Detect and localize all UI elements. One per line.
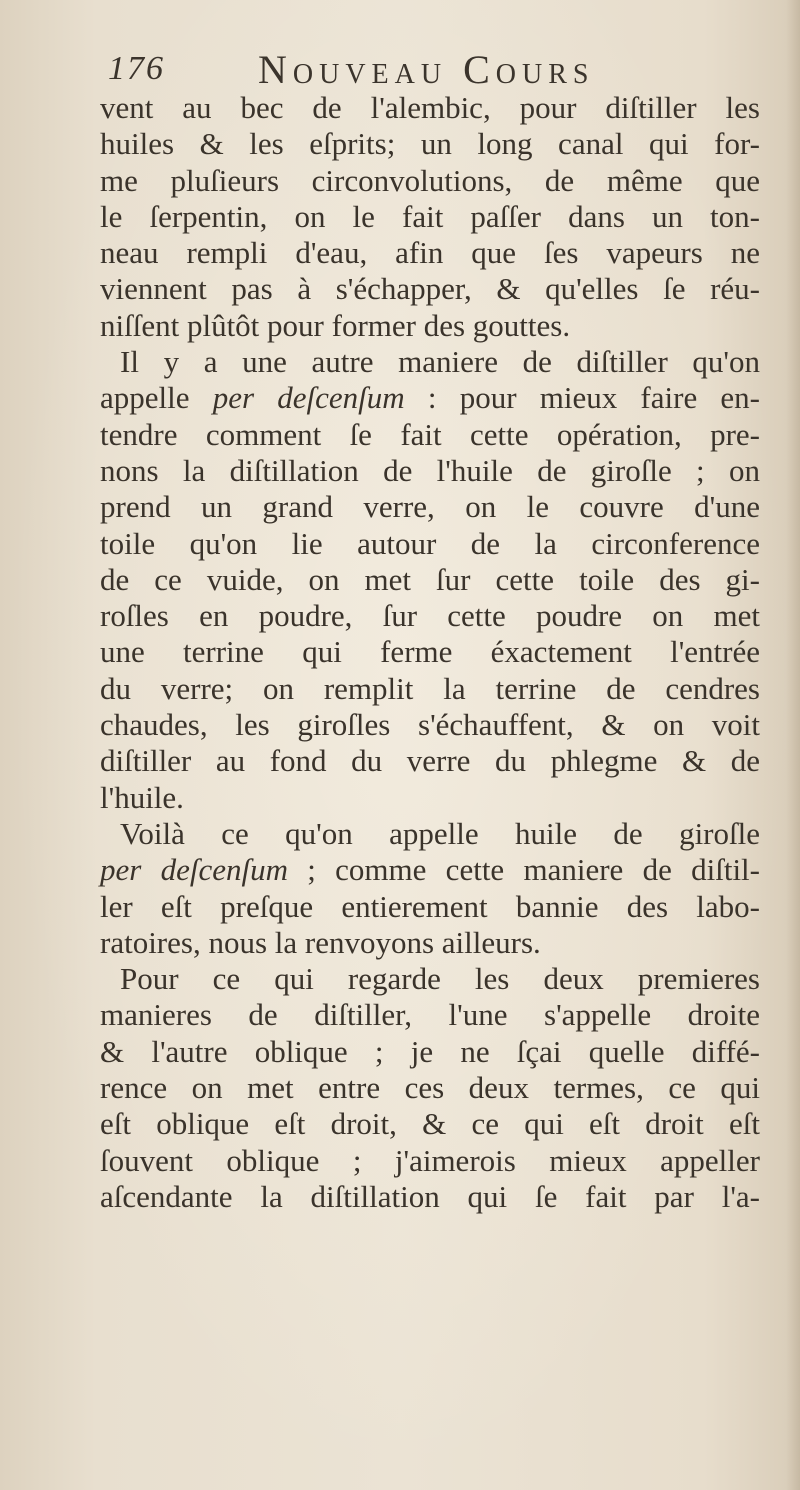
page-header xyxy=(108,46,728,96)
page-edge-shadow xyxy=(786,0,800,1490)
text-line: Voilà ce qu'on appelle huile de giroſle xyxy=(120,815,760,851)
text-line: du verre; on remplit la terrine de cendres xyxy=(100,670,760,706)
text-line: le ſerpentin, on le fait paſſer dans un ton- xyxy=(100,198,760,234)
text-segment: ; comme cette maniere de diſtil- xyxy=(288,852,760,888)
text-line: manieres de diſtiller, l'une s'appelle droite xyxy=(100,997,760,1033)
text-line: ler eſt preſque entierement bannie des labo- xyxy=(100,888,760,924)
text-segment: appelle xyxy=(100,380,213,416)
text-line: de ce vuide, on met ſur cette toile des gi- xyxy=(100,561,760,597)
text-line: toile qu'on lie autour de la circonference xyxy=(100,525,760,561)
text-line: ſouvent oblique ; j'aimerois mieux appeller xyxy=(100,1142,760,1178)
text-line xyxy=(100,380,760,416)
text-line: Pour ce qui regarde les deux premieres xyxy=(120,961,760,997)
text-line: me pluſieurs circonvolutions, de même que xyxy=(100,162,760,198)
text-line: chaudes, les giroſles s'échauffent, & on voit xyxy=(100,707,760,743)
text-line: viennent pas à s'échapper, & qu'elles ſe réu- xyxy=(100,271,760,307)
text-line: aſcendante la diſtillation qui ſe fait par l'a- xyxy=(100,1178,760,1214)
text-line: huiles & les eſprits; un long canal qui for- xyxy=(100,126,760,162)
running-head: Nouveau Cours xyxy=(258,47,595,92)
body-text xyxy=(100,90,760,1215)
text-line xyxy=(100,852,760,888)
text-line: eſt oblique eſt droit, & ce qui eſt droit eſt xyxy=(100,1106,760,1142)
text-line: diſtiller au fond du verre du phlegme & de xyxy=(100,743,760,779)
text-line: nons la diſtillation de l'huile de giroſle ; on xyxy=(100,452,760,488)
text-line: rence on met entre ces deux termes, ce qui xyxy=(100,1070,760,1106)
text-line: prend un grand verre, on le couvre d'une xyxy=(100,489,760,525)
latin-term: per deſcenſum xyxy=(212,380,405,416)
text-line: une terrine qui ferme éxactement l'entrée xyxy=(100,634,760,670)
text-line: niſſent plûtôt pour former des gouttes. xyxy=(100,307,571,343)
text-line: Il y a une autre maniere de diſtiller qu'on xyxy=(120,344,760,380)
text-line: neau rempli d'eau, afin que ſes vapeurs ne xyxy=(100,235,760,271)
text-line: tendre comment ſe fait cette opération, pre- xyxy=(100,416,760,452)
text-line: ratoires, nous la renvoyons ailleurs. xyxy=(100,924,541,960)
latin-term: per deſcenſum xyxy=(100,852,288,888)
text-line: vent au bec de l'alembic, pour diſtiller les xyxy=(100,90,760,125)
text-segment: : pour mieux faire en- xyxy=(404,380,760,416)
text-line: roſles en poudre, ſur cette poudre on met xyxy=(100,598,760,634)
page-number: 176 xyxy=(108,50,165,87)
text-line: & l'autre oblique ; je ne ſçai quelle diffé- xyxy=(100,1033,760,1069)
text-line: l'huile. xyxy=(100,779,184,815)
